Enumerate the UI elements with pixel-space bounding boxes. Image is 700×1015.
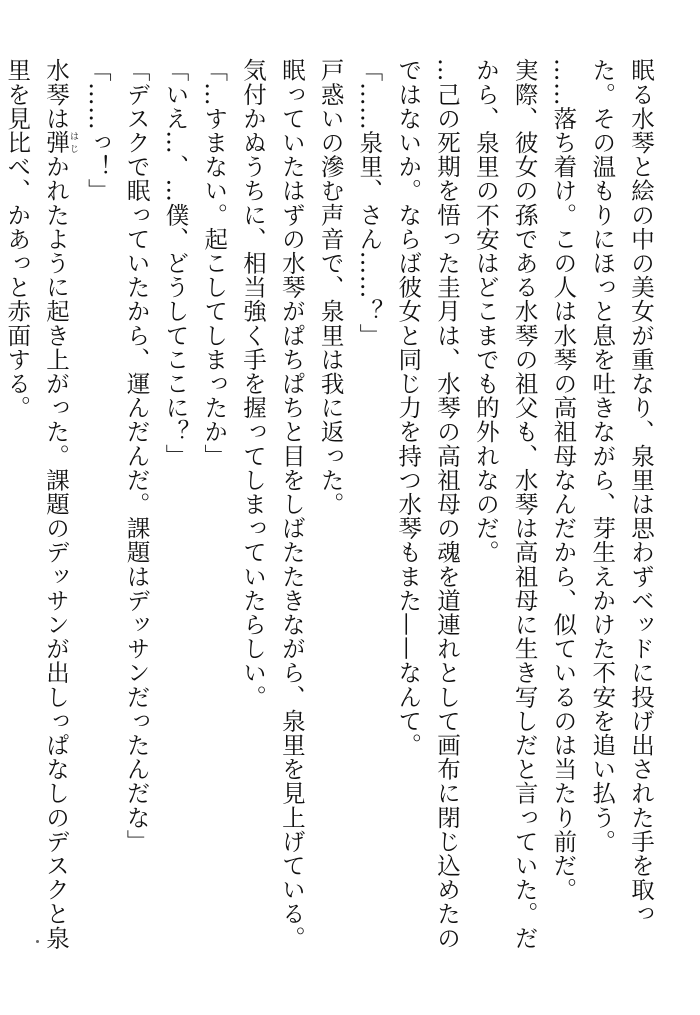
paragraph-1: 眠る水琴と絵の中の美女が重なり、泉里は思わずベッドに投げ出された手を取った。その温もりにほっと息を吐きながら、芽生えかけた不安を追い払う。 <box>588 58 655 926</box>
paragraph-2: ……落ち着け。この人は水琴の高祖母なんだから、似ているのは当たり前だ。 <box>549 58 578 902</box>
dialogue-2: 「…すまない。起こしてしまったか」 <box>200 58 229 468</box>
ruby-reading: はじ <box>68 130 79 155</box>
paragraph-6: 眠っていたはずの水琴がぱちぱちと目をしばたたきながら、泉里を見上げている。気付かぬうちに、相当強く手を握ってしまっていたらしい。 <box>239 58 306 950</box>
dialogue-5: 「……っ！」 <box>83 58 112 203</box>
dialogue-4: 「デスクで眠っていたから、運んだんだ。課題はデッサンだったんだな」 <box>122 58 151 854</box>
dialogue-1: 「……泉里、さん……？」 <box>355 58 384 348</box>
paragraph-5: 戸惑いの滲む声音で、泉里は我に返った。 <box>316 58 345 516</box>
ruby-base: 弾 <box>42 130 71 155</box>
page-corner-dot <box>36 940 39 943</box>
vertical-text-body <box>0 58 660 958</box>
paragraph-4: …己の死期を悟った圭月は、水琴の高祖母の魂を道連れとして画布に閉じ込めたのではないか。ならば彼女と同じ力を持つ水琴もまた——なんて。 <box>394 58 462 950</box>
paragraph-7-end: かれたように起き上がった。課題のデッサンが出しっぱなしのデスクと泉里を見比べ、かあっと赤面する。 <box>3 58 71 950</box>
paragraph-3: 実際、彼女の孫である水琴の祖父も、水琴は高祖母に生き写しだと言っていた。だから、泉里の不安はどこまでも的外れなのだ。 <box>471 58 539 950</box>
ruby-annotation <box>42 130 79 155</box>
paragraph-7-start: 水琴は <box>42 58 71 131</box>
paragraph-7 <box>0 58 78 958</box>
dialogue-3: 「いえ…、…僕、どうしてここに？」 <box>161 58 190 468</box>
